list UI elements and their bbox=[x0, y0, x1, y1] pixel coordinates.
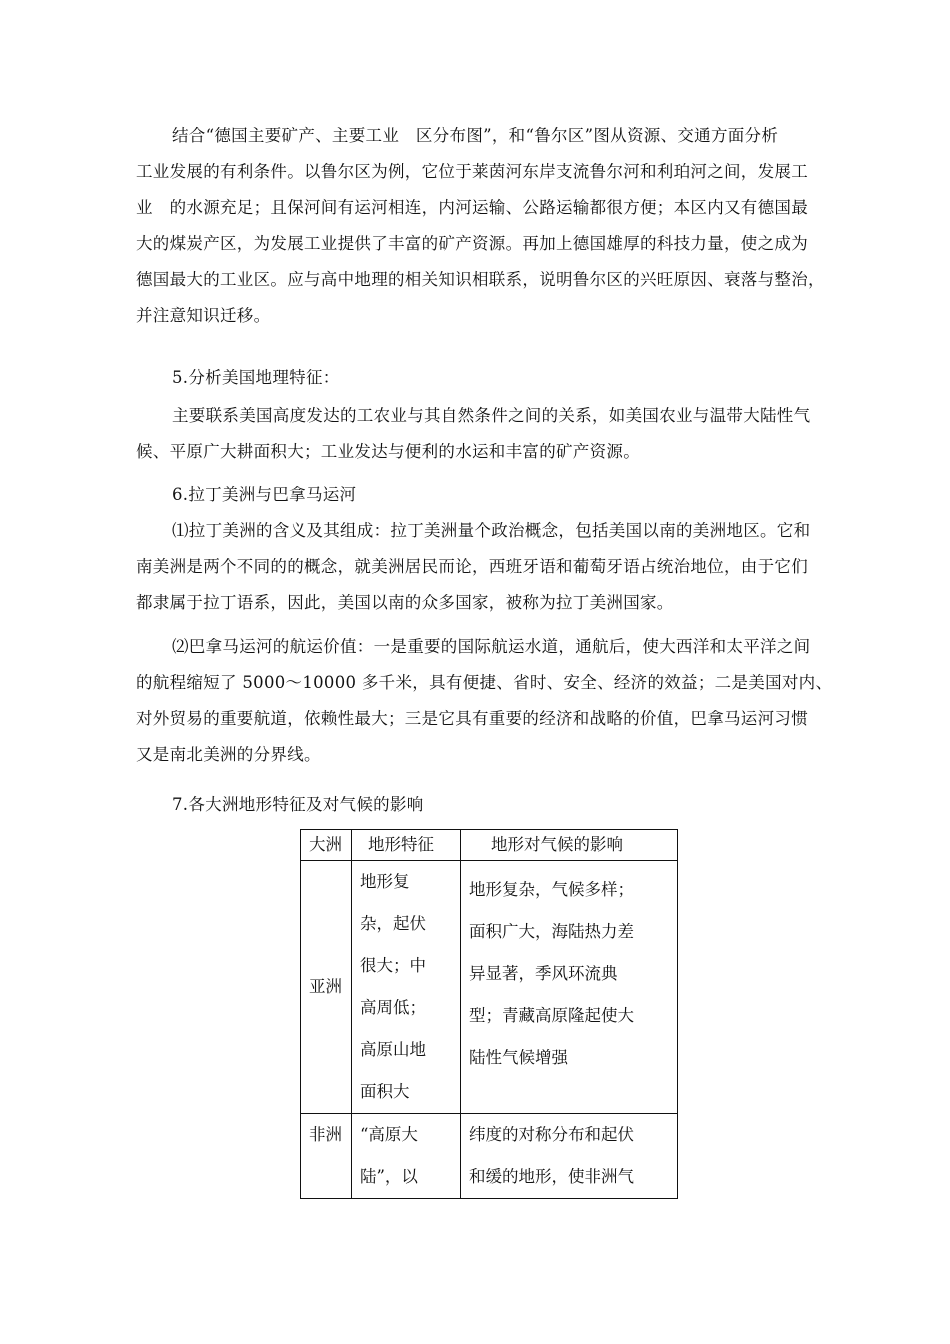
header-cell: 地形对气候的影响 bbox=[461, 830, 678, 861]
continent-cell: 非洲 bbox=[301, 1114, 352, 1199]
text-line: ⑴拉丁美洲的含义及其组成：拉丁美洲量个政治概念，包括美国以南的美洲地区。它和 bbox=[172, 521, 811, 540]
cell-text: 型；青藏高原隆起使大 bbox=[469, 1006, 634, 1025]
text-line: 大的煤炭产区，为发展工业提供了丰富的矿产资源。再加上德国雄厚的科技力量，使之成为 bbox=[136, 234, 808, 253]
text-line: 都隶属于拉丁语系，因此，美国以南的众多国家，被称为拉丁美洲国家。 bbox=[136, 593, 674, 612]
text-line: 南美洲是两个不同的的概念，就美洲居民而论，西班牙语和葡萄牙语占统治地位，由于它们 bbox=[136, 557, 808, 576]
cell-text: 高周低； bbox=[360, 998, 426, 1017]
terrain-cell bbox=[352, 861, 461, 1114]
cell-text: 陆”，以 bbox=[360, 1167, 418, 1186]
heading-continents bbox=[136, 787, 816, 823]
text-line: 业 的水源充足；且保河间有运河相连，内河运输、公路运输都很方便；本区内又有德国最 bbox=[136, 198, 808, 217]
header-cell: 大洲 bbox=[301, 830, 352, 861]
text-line: 的航程缩短了 5000～10000 多千米，具有便捷、省时、安全、经济的效益；二是美国对内、 bbox=[136, 673, 833, 692]
text-line: 对外贸易的重要航道，依赖性最大；三是它具有重要的经济和战略的价值，巴拿马运河习惯 bbox=[136, 709, 808, 728]
cell-text: 面积广大，海陆热力差 bbox=[469, 922, 634, 941]
cell-text: “高原大 bbox=[360, 1125, 418, 1144]
paragraph-latin-america bbox=[136, 513, 816, 621]
table-row bbox=[301, 861, 678, 1114]
paragraph-ruhr bbox=[136, 118, 825, 334]
cell-text: 纬度的对称分布和起伏 bbox=[469, 1125, 634, 1144]
table-header-row bbox=[301, 830, 678, 861]
section-heading: 7.各大洲地形特征及对气候的影响 bbox=[172, 795, 424, 814]
cell-text: 杂，起伏 bbox=[360, 914, 426, 933]
paragraph-panama-canal bbox=[136, 629, 833, 773]
text-line: 并注意知识迁移。 bbox=[136, 306, 271, 325]
table-row bbox=[301, 1114, 678, 1199]
text-line: 又是南北美洲的分界线。 bbox=[136, 745, 321, 764]
climate-cell bbox=[461, 861, 678, 1114]
cell-text: 地形复 bbox=[360, 872, 410, 891]
text-line: 工业发展的有利条件。以鲁尔区为例，它位于莱茵河东岸支流鲁尔河和利珀河之间，发展工 bbox=[136, 162, 808, 181]
text-line: ⑵巴拿马运河的航运价值：一是重要的国际航运水道，通航后，使大西洋和太平洋之间 bbox=[172, 637, 811, 656]
section-heading: 6.拉丁美洲与巴拿马运河 bbox=[172, 485, 357, 504]
cell-text: 地形复杂，气候多样； bbox=[469, 880, 634, 899]
climate-cell bbox=[461, 1114, 678, 1199]
text-line: 德国最大的工业区。应与高中地理的相关知识相联系，说明鲁尔区的兴旺原因、衰落与整治， bbox=[136, 270, 825, 289]
continent-cell: 亚洲 bbox=[301, 861, 352, 1114]
heading-latin-america bbox=[136, 477, 816, 513]
header-cell: 地形特征 bbox=[352, 830, 461, 861]
cell-text: 很大；中 bbox=[360, 956, 426, 975]
continent-terrain-table bbox=[300, 829, 678, 1199]
heading-usa bbox=[136, 360, 816, 396]
text-line: 候、平原广大耕面积大；工业发达与便利的水运和丰富的矿产资源。 bbox=[136, 442, 640, 461]
text-line: 主要联系美国高度发达的工农业与其自然条件之间的关系，如美国农业与温带大陆性气 bbox=[172, 406, 811, 425]
cell-text: 和缓的地形，使非洲气 bbox=[469, 1167, 634, 1186]
text-line: 结合“德国主要矿产、主要工业 区分布图”，和“鲁尔区”图从资源、交通方面分析 bbox=[172, 126, 779, 145]
terrain-cell bbox=[352, 1114, 461, 1199]
cell-text: 面积大 bbox=[360, 1082, 410, 1101]
cell-text: 高原山地 bbox=[360, 1040, 426, 1059]
section-heading: 5.分析美国地理特征： bbox=[172, 368, 340, 387]
cell-text: 异显著，季风环流典 bbox=[469, 964, 618, 983]
cell-text: 陆性气候增强 bbox=[469, 1048, 568, 1067]
paragraph-usa bbox=[136, 398, 816, 470]
